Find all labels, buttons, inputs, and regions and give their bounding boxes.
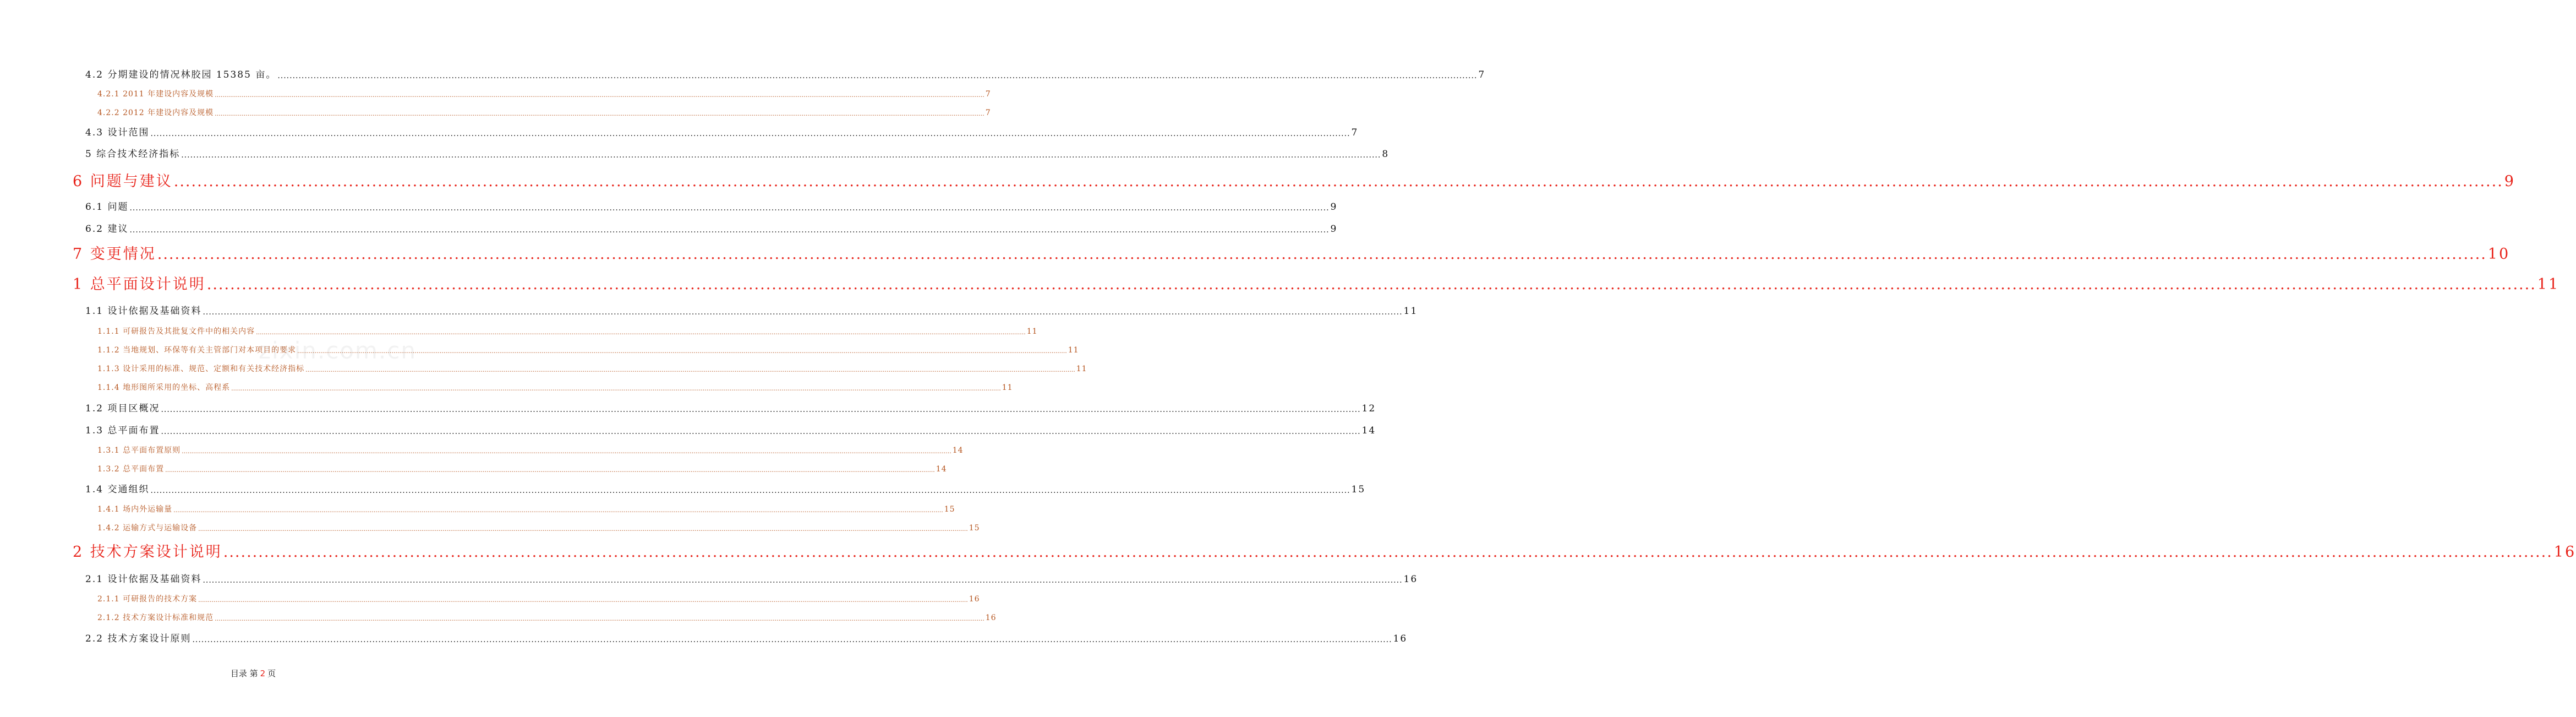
toc-entry-page: 7 (1351, 127, 1359, 138)
toc-leader-dots: ................................................................................................................................................................................................................................................................................................................................................................................................................ (215, 91, 985, 99)
toc-entry-title: 2.1.2 技术方案设计标准和规范 (97, 613, 214, 622)
toc-entry-page: 9 (1330, 224, 1338, 235)
toc-leader-dots: ................................................................................................................................................................................................................................................................................................................................................................................................................ (165, 466, 935, 474)
toc-leader-dots: ................................................................................................................................................................................................................................................................................................................................................................................................................ (256, 329, 1026, 336)
toc-entry-page: 16 (1403, 574, 1418, 585)
toc-entry-level-3[interactable] (97, 446, 964, 455)
toc-entry-level-3[interactable] (97, 108, 991, 117)
toc-entry-title: 2 技术方案设计说明 (73, 544, 222, 561)
toc-entry-level-2[interactable] (85, 633, 1408, 644)
toc-leader-dots: ................................................................................................................................................................................................................................................................................................................................................................................................................ (297, 347, 1067, 355)
toc-entry-title: 5 综合技术经济指标 (85, 149, 181, 160)
toc-entry-page: 11 (2537, 276, 2560, 293)
toc-entry-page: 7 (985, 90, 991, 99)
toc-entry-title: 1 总平面设计说明 (73, 276, 206, 293)
toc-entry-level-1[interactable] (73, 276, 2560, 293)
toc-leader-dots: ................................................................................................................................................................................................................................................................................................................................................................................................................ (192, 635, 1392, 644)
toc-entry-level-3[interactable] (97, 465, 947, 474)
toc-entry-level-2[interactable] (85, 127, 1359, 138)
toc-entry-level-3[interactable] (97, 613, 997, 622)
toc-leader-dots: ................................................................................................................................................................................................................................................................................................................................................................................................................ (161, 405, 1361, 414)
toc-entry-level-3[interactable] (97, 365, 1087, 373)
toc-leader-dots: ................................................................................................................................................................................................................................................................................................................................................................................................................ (181, 151, 1381, 160)
toc-leader-dots: ................................................................................................................................................................................................................................................................................................................................................................................................................ (203, 308, 1403, 317)
toc-entry-level-2[interactable] (85, 149, 1390, 160)
toc-entry-title: 1.2 项目区概况 (85, 403, 160, 414)
toc-leader-dots: ................................................................................................................................................................................................................................................................................................................................................................................................................ (223, 544, 2553, 561)
toc-entry-page: 11 (1076, 365, 1087, 373)
toc-entry-title: 1.4.1 场内外运输量 (97, 505, 173, 514)
toc-leader-dots: ................................................................................................................................................................................................................................................................................................................................................................................................................ (157, 246, 2487, 263)
toc-leader-dots: ................................................................................................................................................................................................................................................................................................................................................................................................................ (129, 226, 1330, 235)
toc-entry-title: 6 问题与建议 (73, 173, 173, 190)
footer-suffix: 页 (267, 669, 276, 678)
toc-entry-title: 6.2 建议 (85, 224, 129, 235)
toc-entry-page: 15 (969, 524, 980, 533)
toc-entry-title: 7 变更情况 (73, 246, 156, 263)
toc-entry-title: 1.1.1 可研报告及其批复文件中的相关内容 (97, 327, 255, 336)
toc-entry-page: 9 (2504, 173, 2515, 190)
toc-entry-title: 1.3.1 总平面布置原则 (97, 446, 181, 455)
toc-entry-level-2[interactable] (85, 425, 1376, 436)
toc-entry-level-2[interactable] (85, 306, 1418, 317)
toc-entry-title: 4.3 设计范围 (85, 127, 150, 138)
toc-entry-title: 4.2 分期建设的情况林胶园 15385 亩。 (85, 69, 277, 80)
toc-leader-dots: ................................................................................................................................................................................................................................................................................................................................................................................................................ (198, 525, 968, 533)
toc-leader-dots: ................................................................................................................................................................................................................................................................................................................................................................................................................ (150, 129, 1350, 138)
toc-entry-level-2[interactable] (85, 224, 1338, 235)
toc-entry-title: 1.3.2 总平面布置 (97, 465, 165, 474)
toc-entry-page: 11 (1068, 346, 1079, 355)
toc-entry-page: 16 (985, 613, 997, 622)
toc-leader-dots: ................................................................................................................................................................................................................................................................................................................................................................................................................ (206, 276, 2536, 293)
toc-entry-page: 10 (2487, 246, 2511, 263)
toc-entry-level-3[interactable] (97, 327, 1038, 336)
toc-entry-title: 1.1 设计依据及基础资料 (85, 306, 202, 317)
toc-entry-page: 9 (1330, 202, 1338, 213)
toc-entry-title: 2.1.1 可研报告的技术方案 (97, 595, 198, 604)
toc-entry-level-3[interactable] (97, 383, 1013, 392)
toc-entry-level-2[interactable] (85, 574, 1418, 585)
toc-entry-page: 14 (1361, 425, 1376, 436)
toc-leader-dots: ................................................................................................................................................................................................................................................................................................................................................................................................................ (215, 615, 985, 622)
toc-entry-level-1[interactable] (73, 246, 2511, 263)
toc-entry-title: 1.1.4 地形图所采用的坐标、高程系 (97, 383, 231, 392)
toc-entry-page: 11 (1403, 306, 1418, 317)
toc-entry-title: 4.2.1 2011 年建设内容及规模 (97, 90, 214, 99)
toc-entry-level-3[interactable] (97, 595, 980, 604)
toc-entry-level-1[interactable] (73, 544, 2576, 561)
toc-entry-page: 16 (969, 595, 980, 604)
toc-entry-title: 6.1 问题 (85, 202, 129, 213)
toc-entry-level-3[interactable] (97, 524, 980, 533)
toc-entry-title: 2.2 技术方案设计原则 (85, 633, 192, 644)
toc-entry-page: 15 (1351, 484, 1366, 495)
toc-leader-dots: ................................................................................................................................................................................................................................................................................................................................................................................................................ (129, 204, 1330, 213)
toc-entry-level-2[interactable] (85, 69, 1486, 80)
toc-entry-level-1[interactable] (73, 173, 2515, 190)
toc-entry-level-3[interactable] (97, 505, 955, 514)
toc-leader-dots: ................................................................................................................................................................................................................................................................................................................................................................................................................ (203, 576, 1403, 585)
toc-entry-title: 1.4.2 运输方式与运输设备 (97, 524, 198, 533)
toc-leader-dots: ................................................................................................................................................................................................................................................................................................................................................................................................................ (161, 427, 1361, 436)
toc-leader-dots: ................................................................................................................................................................................................................................................................................................................................................................................................................ (173, 507, 943, 514)
toc-entry-page: 14 (936, 465, 947, 474)
toc-leader-dots: ................................................................................................................................................................................................................................................................................................................................................................................................................ (198, 596, 968, 604)
toc-entry-page: 11 (1026, 327, 1038, 336)
toc-entry-page: 14 (952, 446, 964, 455)
toc-entry-level-2[interactable] (85, 202, 1338, 213)
toc-entry-page: 16 (2553, 544, 2576, 561)
toc-entry-level-2[interactable] (85, 484, 1366, 495)
toc-entry-page: 7 (985, 108, 991, 117)
toc-entry-page: 11 (1002, 383, 1013, 392)
watermark: zixin.com.cn (259, 337, 417, 364)
toc-entry-title: 2.1 设计依据及基础资料 (85, 574, 202, 585)
toc-leader-dots: ................................................................................................................................................................................................................................................................................................................................................................................................................ (150, 486, 1350, 495)
toc-entry-title: 1.3 总平面布置 (85, 425, 160, 436)
toc-leader-dots: ................................................................................................................................................................................................................................................................................................................................................................................................................ (215, 110, 985, 117)
toc-leader-dots: ................................................................................................................................................................................................................................................................................................................................................................................................................ (305, 366, 1075, 373)
page-footer (0, 667, 506, 679)
toc-leader-dots: ................................................................................................................................................................................................................................................................................................................................................................................................................ (173, 173, 2503, 190)
toc-entry-page: 7 (1478, 69, 1486, 80)
toc-entry-level-3[interactable] (97, 90, 991, 99)
toc-entry-title: 1.1.3 设计采用的标准、规范、定额和有关技术经济指标 (97, 365, 305, 373)
toc-entry-title: 4.2.2 2012 年建设内容及规模 (97, 108, 214, 117)
toc-leader-dots: ................................................................................................................................................................................................................................................................................................................................................................................................................ (277, 72, 1478, 80)
toc-entry-page: 12 (1361, 403, 1376, 414)
footer-page-number: 2 (260, 669, 266, 678)
toc-entry-title: 1.1.2 当地规划、环保等有关主管部门对本项目的要求 (97, 346, 297, 355)
toc-leader-dots: ................................................................................................................................................................................................................................................................................................................................................................................................................ (231, 385, 1001, 392)
footer-prefix: 目录 第 (230, 669, 258, 678)
toc-entry-page: 8 (1382, 149, 1390, 160)
toc-entry-page: 16 (1393, 633, 1408, 644)
toc-entry-title: 1.4 交通组织 (85, 484, 150, 495)
toc-entry-level-2[interactable] (85, 403, 1376, 414)
toc-entry-page: 15 (944, 505, 955, 514)
toc-leader-dots: ................................................................................................................................................................................................................................................................................................................................................................................................................ (182, 448, 951, 455)
